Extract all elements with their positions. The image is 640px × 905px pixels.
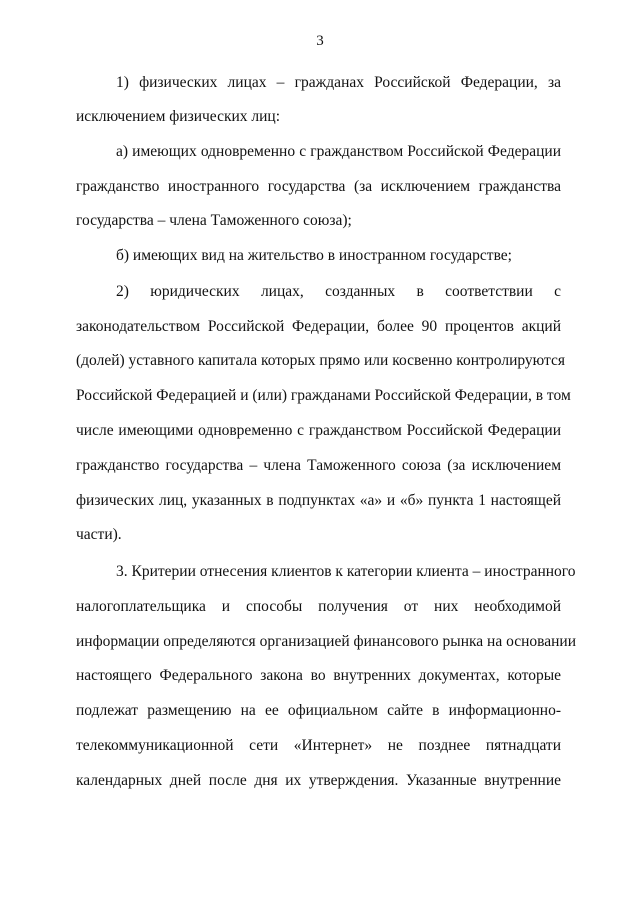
text-line: 3. Критерии отнесения клиентов к категории клиента – иностранного xyxy=(116,563,576,580)
text-line: гражданство иностранного государства (за исключением гражданства xyxy=(76,178,561,195)
text-line: части). xyxy=(76,526,122,543)
page-number: 3 xyxy=(316,33,324,49)
text-line: телекоммуникационной сети «Интернет» не позднее пятнадцати xyxy=(76,737,561,754)
text-line: гражданство государства – члена Таможенного союза (за исключением xyxy=(76,457,561,474)
text-line: настоящего Федерального закона во внутренних документах, которые xyxy=(76,667,561,684)
text-line: 2) юридических лицах, созданных в соответствии с xyxy=(116,283,561,300)
text-line: 1) физических лицах – гражданах Российской Федерации, за xyxy=(116,74,561,91)
text-line: Российской Федерацией и (или) гражданами Российской Федерации, в том xyxy=(76,387,571,404)
text-line: календарных дней после дня их утверждения. Указанные внутренние xyxy=(76,772,561,789)
text-line: законодательством Российской Федерации, более 90 процентов акций xyxy=(76,318,561,335)
text-line: физических лиц, указанных в подпунктах «а» и «б» пункта 1 настоящей xyxy=(76,492,561,509)
text-line: (долей) уставного капитала которых прямо или косвенно контролируются xyxy=(76,352,566,369)
text-line: государства – члена Таможенного союза); xyxy=(76,212,352,229)
text-line: б) имеющих вид на жительство в иностранном государстве; xyxy=(116,247,512,264)
text-line: исключением физических лиц: xyxy=(76,108,281,125)
text-line: подлежат размещению на ее официальном сайте в информационно- xyxy=(76,702,561,719)
text-line: налогоплательщика и способы получения от них необходимой xyxy=(76,598,561,615)
text-line: информации определяются организацией финансового рынка на основании xyxy=(76,633,577,650)
text-line: числе имеющими одновременно с гражданством Российской Федерации xyxy=(76,422,561,439)
text-line: а) имеющих одновременно с гражданством Российской Федерации xyxy=(116,143,561,160)
